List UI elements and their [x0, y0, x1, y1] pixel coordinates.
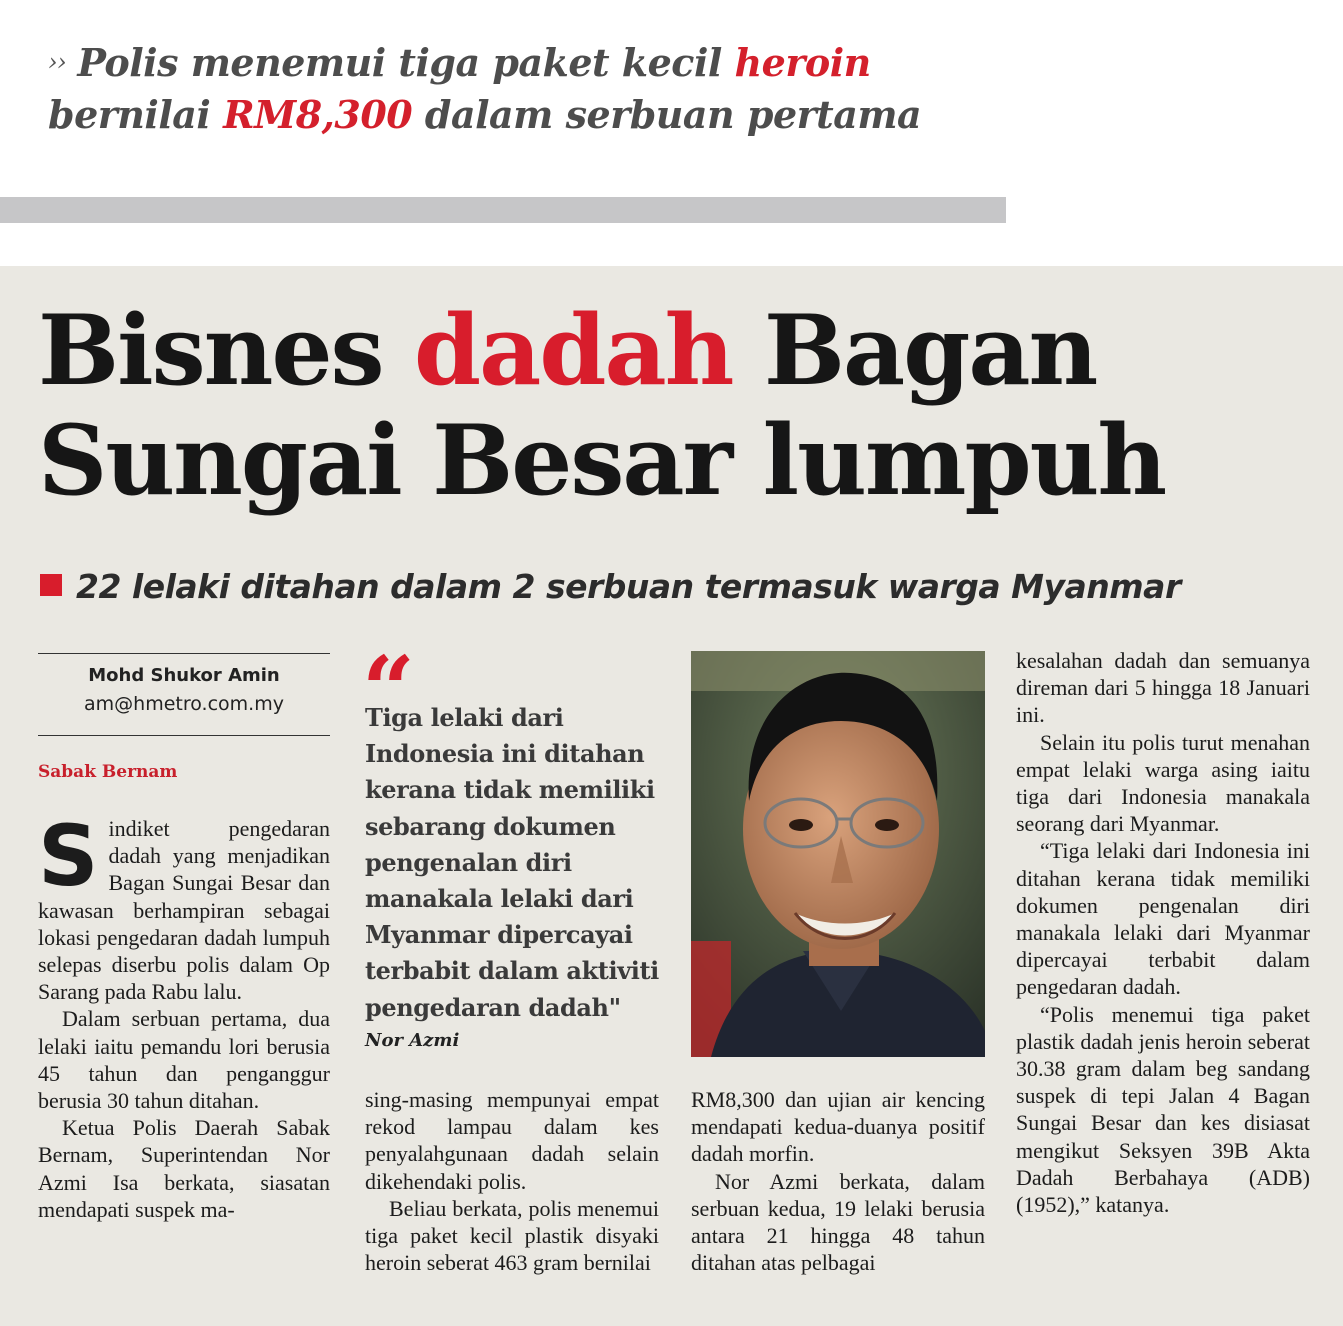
body-paragraph: Nor Azmi berkata, dalam serbuan kedua, 19 lelaki berusia antara 21 hingga 48 tahun ditahan atas pelbagai: [691, 1168, 985, 1276]
body-column-1: [38, 807, 330, 1223]
red-square-bullet-icon: [40, 574, 62, 596]
headline-line-2: Sungai Besar lumpuh: [38, 404, 1166, 517]
grey-separator-bar: [0, 197, 1006, 223]
body-column-4: [1016, 647, 1310, 1218]
subheadline: [40, 565, 1330, 609]
paragraph-text: indiket pengedaran dadah yang menjadikan Bagan Sungai Besar dan kawasan berhampiran sebagai lokasi pengedaran dadah lumpuh selepas diserbu polis dalam Op Sarang pada Rabu lalu.: [38, 816, 330, 1005]
pull-quote-author: Nor Azmi: [365, 1030, 460, 1051]
teaser-highlight-heroin: heroin: [734, 40, 871, 85]
body-paragraph: “Polis menemui tiga paket plastik dadah jenis heroin seberat 30.38 gram dalam beg sandang suspek di tepi Jalan 4 Bagan Sungai Besar dan kes disiasat mengikut Seksyen 39B Akta Dadah Berbahaya (ADB) (1952),” katanya.: [1016, 1001, 1310, 1218]
body-paragraph: Selain itu polis turut menahan empat lelaki warga asing iaitu tiga dari Indonesia manakala seorang dari Myanmar.: [1016, 729, 1310, 837]
body-paragraph: RM8,300 dan ujian air kencing mendapati kedua-duanya positif dadah morfin.: [691, 1087, 985, 1167]
main-headline: [38, 296, 1328, 516]
body-paragraph: Beliau berkata, polis menemui tiga paket kecil plastik disyaki heroin seberat 463 gram bernilai: [365, 1195, 659, 1276]
portrait-illustration: [691, 651, 985, 1057]
body-column-2: [365, 1086, 659, 1276]
portrait-photo: [691, 651, 985, 1057]
teaser-arrows: ››: [48, 48, 74, 76]
byline-rule-bottom: [38, 735, 330, 736]
pull-quote: Tiga lelaki dari Indonesia ini ditahan kerana tidak memiliki sebarang dokumen pengenalan diri manakala lelaki dari Myanmar dipercayai terbabit dalam aktiviti pengedaran dadah": [365, 703, 659, 1022]
body-paragraph: kesalahan dadah dan semuanya direman dari 5 hingga 18 Januari ini.: [1016, 648, 1310, 728]
body-paragraph: sing-masing mempunyai empat rekod lampau dalam kes penyalahgunaan dadah selain dikehendaki polis.: [365, 1087, 659, 1194]
teaser-text-2: bernilai: [48, 92, 224, 137]
headline-text-1: Bisnes: [38, 294, 414, 407]
headline-text-2: Bagan: [732, 294, 1097, 407]
body-paragraph: [38, 807, 330, 1005]
teaser-highlight-amount: RM8,300: [223, 92, 413, 137]
body-paragraph: Dalam serbuan pertama, dua lelaki iaitu pemandu lori berusia 45 tahun dan penganggur berusia 30 tahun ditahan.: [38, 1006, 330, 1114]
teaser-text-3: dalam serbuan pertama: [412, 92, 922, 137]
byline-author: Mohd Shukor Amin: [88, 665, 280, 686]
dateline: Sabak Bernam: [38, 762, 178, 782]
subheadline-text: 22 lelaki ditahan dalam 2 serbuan termasuk warga Myanmar: [76, 567, 1181, 606]
teaser-headline: [48, 36, 988, 141]
drop-cap: S: [38, 807, 99, 905]
quote-mark-icon: “: [362, 644, 415, 704]
byline-email: am@hmetro.com.my: [84, 693, 284, 715]
headline-highlight: dadah: [414, 294, 733, 407]
body-column-3: [691, 1086, 985, 1276]
byline-rule-top: [38, 653, 330, 654]
teaser-text-1: Polis menemui tiga paket kecil: [77, 40, 735, 85]
body-paragraph: Ketua Polis Daerah Sabak Bernam, Superintendan Nor Azmi Isa berkata, siasatan mendapati suspek ma-: [38, 1115, 330, 1222]
body-paragraph: “Tiga lelaki dari Indonesia ini ditahan kerana tidak memiliki dokumen pengenalan diri manakala lelaki dari Myanmar dipercayai terbabit dalam pengedaran dadah.: [1016, 838, 1310, 1000]
